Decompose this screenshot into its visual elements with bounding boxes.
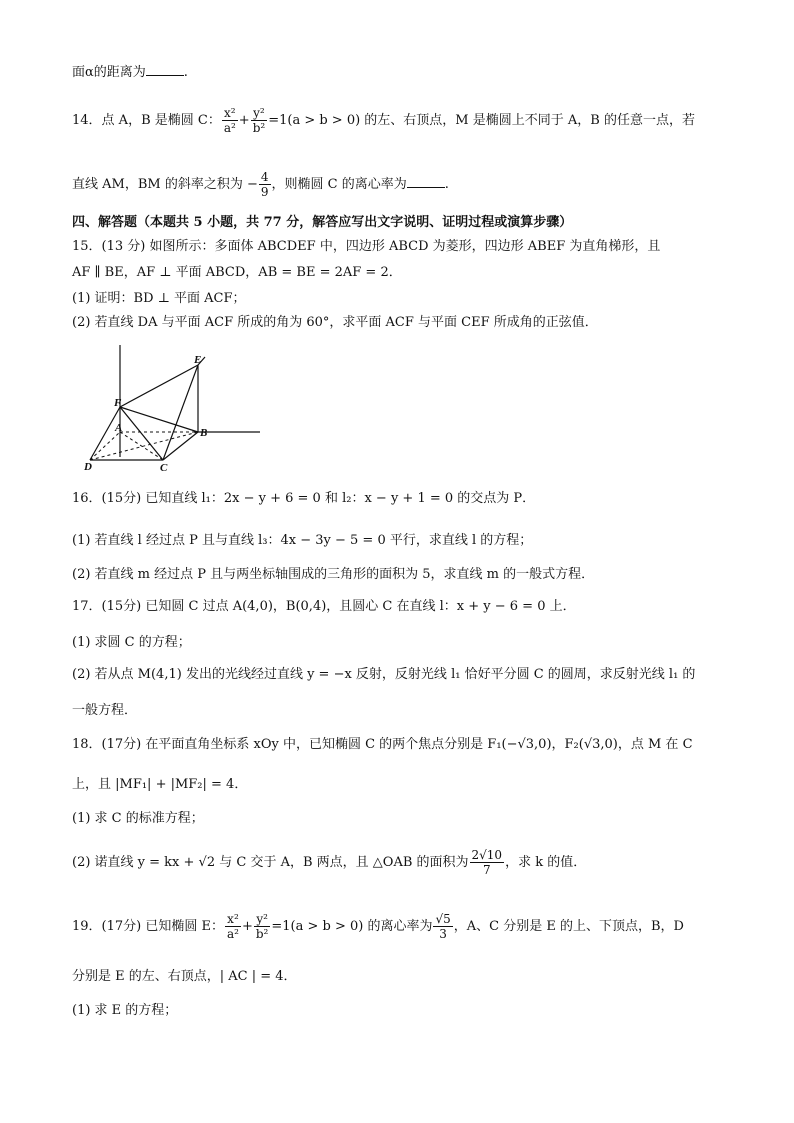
fraction-x2-a2 <box>225 912 241 941</box>
edge-ac <box>120 432 163 460</box>
section-4-heading: 四、解答题（本题共 5 小题，共 77 分，解答应写出文字说明、证明过程或演算步骤） <box>72 215 573 230</box>
fraction-y2-b2 <box>254 912 271 941</box>
label-b: B <box>200 427 208 439</box>
fraction-2sqrt10-7 <box>470 848 505 877</box>
q15-line-1: 15．(13 分) 如图所示：多面体 ABCDEF 中，四边形 ABCD 为菱形，四边形 ABEF 为直角梯形，且 <box>72 239 661 254</box>
q13-period: . <box>183 65 188 80</box>
fraction-x2-a2 <box>222 106 238 135</box>
q16-part-2: (2) 若直线 m 经过点 P 且与两坐标轴围成的三角形的面积为 5，求直线 m 的一般式方程． <box>72 567 595 582</box>
q14-text-d: ，则椭圆 C 的离心率为 <box>271 177 407 192</box>
q15-part-1: (1) 证明：BD ⊥ 平面 ACF； <box>72 291 246 306</box>
q13-tail <box>72 62 732 84</box>
frac-den: 7 <box>482 863 491 877</box>
edge-da <box>90 432 120 460</box>
edge-fb <box>120 407 198 432</box>
answer-blank <box>146 63 184 76</box>
q19-text-b: =1(a > b > 0) 的离心率为 <box>271 919 433 934</box>
q15-line-2: AF ∥ BE，AF ⊥ 平面 ABCD，AB = BE = 2AF = 2． <box>72 265 402 280</box>
q18-line-2: 上，且 |MF₁| + |MF₂| = 4． <box>72 777 248 792</box>
fraction-4-9 <box>259 170 271 199</box>
q16-line-1: 16．(15分) 已知直线 l₁：2x − y + 6 = 0 和 l₂：x − y + 1 = 0 的交点为 P． <box>72 491 536 506</box>
q18-text-d: (2) 诺直线 y = kx + √2 与 C 交于 A，B 两点，且 △OAB 的面积为 <box>72 855 469 870</box>
frac-num: √5 <box>435 912 451 926</box>
q14-period: . <box>444 177 449 192</box>
frac-num: y² <box>253 106 265 120</box>
q14-text-c: 直线 AM，BM 的斜率之积为 − <box>72 177 258 192</box>
q18-text-e: ，求 k 的值． <box>505 855 587 870</box>
q19-line-1: 19．(17分) 已知椭圆 E： $\frac{\text{x²}}{\text{a²}}$ + $\frac{\text{y²}}{\text{b²}}$ =1(a > b > 0) 的离心率为 $\frac{√5}{3}$ ，A、C 分别是 E 的上、下顶点，B，D <box>72 912 684 941</box>
q18-part-2 <box>72 848 732 877</box>
label-d: D <box>84 461 92 473</box>
edge-fc <box>120 407 163 460</box>
frac-num: 2√10 <box>471 848 503 862</box>
q14-text-b: =1(a > b > 0) 的左、右顶点，M 是椭圆上不同于 A，B 的任意一点，若 <box>268 113 695 128</box>
q17-part-2: (2) 若从点 M(4,1) 发出的光线经过直线 y = −x 反射，反射光线 l₁ 恰好平分圆 C 的圆周，求反射光线 l₁ 的 <box>72 667 696 682</box>
label-f: F <box>114 397 122 409</box>
frac-num: 4 <box>260 170 269 184</box>
q17-part-2-cont: 一般方程． <box>72 703 138 718</box>
frac-num: x² <box>227 912 239 926</box>
frac-den: b² <box>255 927 269 941</box>
polyhedron-figure <box>80 337 270 477</box>
frac-num: y² <box>256 912 268 926</box>
frac-den: b² <box>252 121 266 135</box>
q14-line-1: 14．点 A，B 是椭圆 C： $\frac{\text{x²}}{\text{a²}}$ + $\frac{\text{y²}}{\text{b²}}$ =1(a > b > 0) 的左、右顶点，M 是椭圆上不同于 A，B 的任意一点，若 <box>72 106 695 135</box>
q17-line-1: 17．(15分) 已知圆 C 过点 A(4,0)，B(0,4)，且圆心 C 在直线 l：x + y − 6 = 0 上． <box>72 599 576 614</box>
q19-part-1: (1) 求 E 的方程； <box>72 1003 178 1018</box>
fraction-sqrt5-3 <box>433 912 452 941</box>
q15-part-2: (2) 若直线 DA 与平面 ACF 所成的角为 60°，求平面 ACF 与平面 CEF 所成角的正弦值． <box>72 315 598 330</box>
q19-text-c: ，A、C 分别是 E 的上、下顶点，B，D <box>453 919 684 934</box>
frac-den: a² <box>226 927 239 941</box>
q18-line-1: 18．(17分) 在平面直角坐标系 xOy 中，已知椭圆 C 的两个焦点分别是 F₁(−√3,0)，F₂(√3,0)，点 M 在 C <box>72 737 693 752</box>
q18-part-1: (1) 求 C 的标准方程； <box>72 811 204 826</box>
q13-text: 面α的距离为 <box>72 65 146 80</box>
label-e: E <box>194 354 202 366</box>
label-c: C <box>160 462 168 474</box>
frac-den: 3 <box>439 927 447 941</box>
edge-fe <box>120 365 198 407</box>
q16-part-1: (1) 若直线 l 经过点 P 且与直线 l₃：4x − 3y − 5 = 0 平行，求直线 l 的方程； <box>72 533 533 548</box>
q19-text-a: 19．(17分) 已知椭圆 E： <box>72 919 224 934</box>
q14-line-2 <box>72 170 732 199</box>
answer-blank <box>407 175 445 188</box>
frac-num: x² <box>224 106 236 120</box>
q19-line-2: 分别是 E 的左、右顶点，| AC | = 4． <box>72 969 297 984</box>
label-a: A <box>115 422 123 434</box>
q14-text-a: 14．点 A，B 是椭圆 C： <box>72 113 221 128</box>
frac-den: 9 <box>260 185 269 199</box>
q17-part-1: (1) 求圆 C 的方程； <box>72 635 191 650</box>
fraction-y2-b2 <box>251 106 268 135</box>
frac-den: a² <box>223 121 236 135</box>
